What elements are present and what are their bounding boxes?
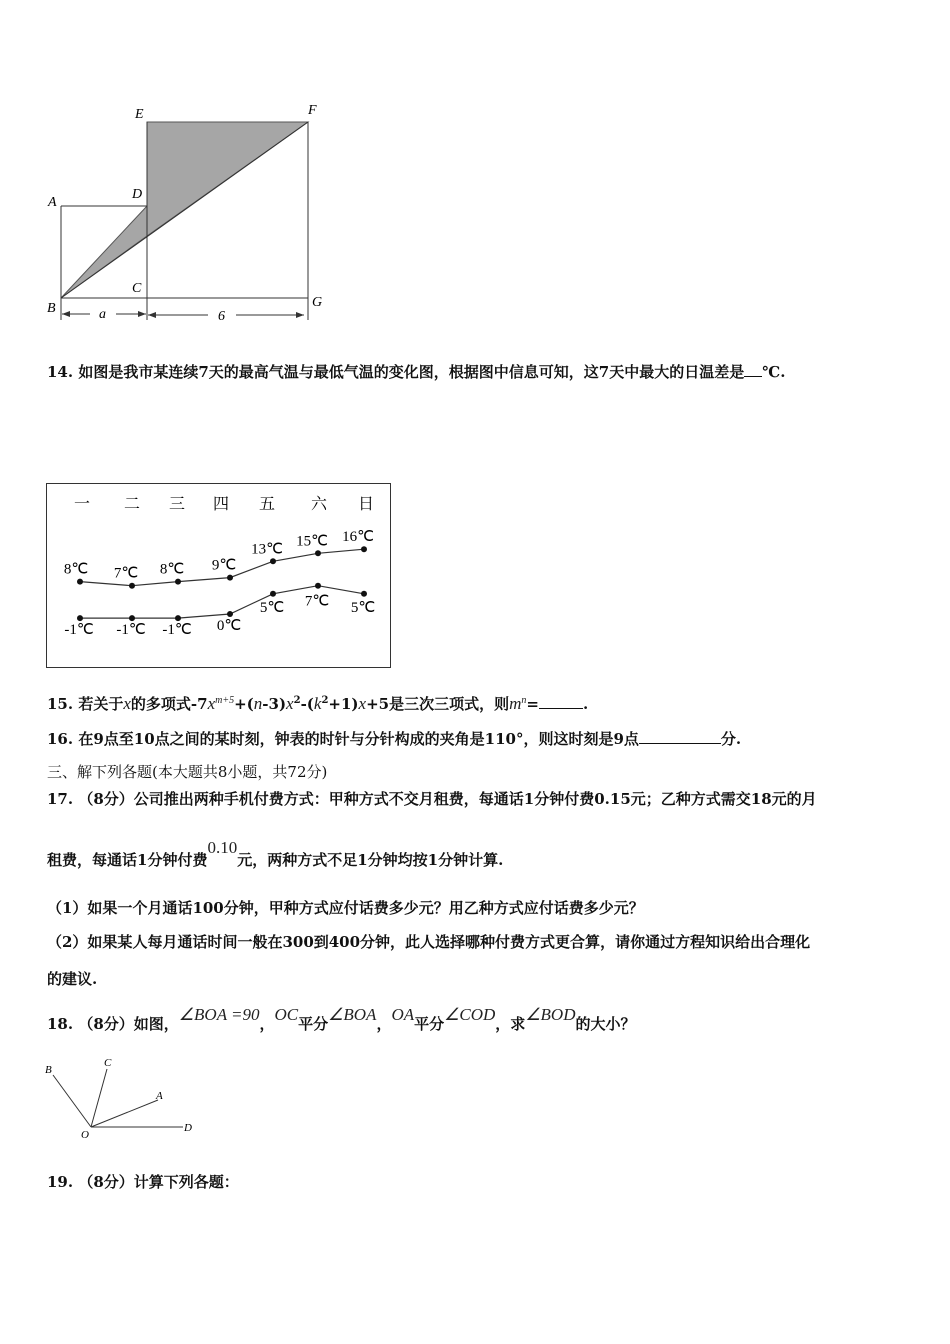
q18-bisects-2: 平分: [414, 1015, 445, 1033]
question-17-line1: [47, 788, 817, 809]
q17-line2a: 租费，每通话1分钟付费: [47, 851, 208, 869]
q14-text: 如图是我市某连续7天的最高气温与最低气温的变化图，根据图中信息可知，这7天中最大的日温差是: [78, 363, 745, 381]
day-label: 三: [168, 496, 186, 513]
q17-number: 17.: [47, 790, 74, 808]
q17-sub2: （2）如果某人每月通话时间一般在300到400分钟，此人选择哪种付费方式更合算，请你通过方程知识给出合理化: [47, 933, 811, 951]
square-figure: [40, 98, 340, 328]
high-temp-label: 13℃: [251, 541, 283, 558]
q18-angle-boa: ∠BOA: [328, 1005, 377, 1024]
high-temp-label: 8℃: [159, 561, 185, 578]
dim-6: 6: [218, 309, 225, 324]
q15-text-3: +(: [234, 695, 254, 713]
q15-var-n: n: [253, 694, 263, 713]
q15-text-7: +5是三次三项式，则: [366, 695, 510, 713]
q18-tail: 的大小？: [575, 1015, 636, 1033]
q15-sup-n: n: [521, 695, 527, 706]
dim-a: a: [99, 307, 106, 322]
low-temp-label: 0℃: [216, 618, 242, 634]
low-temp-point: [361, 591, 367, 597]
question-17-line2: [47, 838, 504, 870]
high-temp-label: 15℃: [296, 533, 328, 550]
q15-equals: =: [526, 695, 539, 713]
q18-angle-bod: ∠BOD: [525, 1005, 576, 1024]
high-temp-point: [227, 575, 233, 581]
low-temp-point: [77, 615, 83, 621]
low-temp-label: -1℃: [64, 622, 94, 639]
q14-number: 14.: [47, 363, 74, 381]
q15-square-2: 2: [321, 695, 329, 706]
q18-comma-1: ，: [259, 1015, 275, 1033]
q17-line1: （8分）公司推出两种手机付费方式：甲种方式不交月租费，每通话1分钟付费0.15元；乙种方式需交18元的月: [78, 790, 817, 808]
high-temp-point: [175, 579, 181, 585]
q15-var-x-4: x: [358, 694, 367, 713]
high-temp-point: [77, 579, 83, 585]
q18-intro: （8分）如图，: [78, 1015, 179, 1033]
high-temp-label: 16℃: [342, 529, 374, 546]
day-label: 四: [212, 496, 230, 513]
day-label: 日: [357, 496, 375, 513]
label-E: E: [135, 107, 144, 122]
q17-price: 0.10: [207, 838, 238, 857]
section-3-title: 三、解下列各题(本大题共8小题，共72分): [47, 763, 328, 781]
day-label: 一: [73, 496, 91, 513]
low-temp-point: [227, 611, 233, 617]
q17-line2b: 元，两种方式不足1分钟均按1分钟计算.: [237, 851, 504, 869]
question-18: [47, 1005, 636, 1034]
q18-angle-cod: ∠COD: [444, 1005, 496, 1024]
q15-text-6: +1): [328, 695, 359, 713]
q15-text-2: 的多项式-7: [130, 695, 208, 713]
q18-angle-boa-90: ∠BOA =90: [178, 1005, 260, 1024]
low-temp-point: [129, 615, 135, 621]
day-label: 二: [123, 496, 141, 513]
q15-exponent: m+5: [215, 695, 235, 706]
q15-end: .: [582, 695, 589, 713]
q17-sub2b: 的建议.: [47, 970, 98, 988]
q15-var-x: x: [123, 694, 131, 713]
day-label: 六: [310, 496, 328, 513]
q16-end: 分.: [720, 730, 742, 748]
low-temp-label: 7℃: [304, 593, 330, 610]
label-B: B: [47, 301, 56, 316]
q14-unit: ℃.: [762, 363, 786, 381]
label-A: A: [48, 195, 57, 210]
label-G: G: [312, 295, 323, 310]
q18-number: 18.: [47, 1015, 74, 1033]
q15-text-1: 若关于: [78, 695, 124, 713]
label-C: C: [132, 281, 142, 296]
low-temp-label: 5℃: [350, 599, 376, 616]
low-temp-label: -1℃: [116, 622, 146, 639]
low-temp-label: 5℃: [259, 599, 285, 616]
q19-text: （8分）计算下列各题：: [78, 1173, 239, 1191]
q15-var-k: k: [313, 694, 322, 713]
low-temp-point: [175, 615, 181, 621]
q15-text-5: -(: [300, 695, 314, 713]
label-D: D: [132, 187, 143, 202]
low-temp-label: -1℃: [162, 622, 192, 639]
q15-square: 2: [293, 695, 301, 706]
label-F: F: [308, 103, 317, 118]
q18-bisects-1: 平分: [298, 1015, 329, 1033]
q18-comma-2: ，: [376, 1015, 392, 1033]
low-temp-point: [315, 583, 321, 589]
question-15: [47, 693, 588, 714]
angle-figure: [40, 1055, 210, 1145]
q15-var-m: m: [509, 694, 522, 713]
question-19: [47, 1171, 239, 1192]
fig18-label-A: A: [156, 1090, 163, 1102]
question-16: [47, 728, 741, 749]
q18-find: ，求: [495, 1015, 526, 1033]
high-temp-label: 9℃: [211, 557, 237, 574]
q15-var-x-3: x: [286, 694, 294, 713]
q18-oa: OA: [391, 1005, 415, 1024]
q17-sub1: （1）如果一个月通话100分钟，甲种方式应付话费多少元？用乙种方式应付话费多少元？: [47, 899, 644, 917]
q19-number: 19.: [47, 1173, 74, 1191]
q15-text-4: -3): [262, 695, 287, 713]
high-temp-label: 8℃: [63, 561, 89, 578]
q16-number: 16.: [47, 730, 74, 748]
low-temp-point: [270, 591, 276, 597]
temperature-chart: [46, 483, 392, 669]
q15-number: 15.: [47, 695, 74, 713]
q15-var-x-2: x: [207, 694, 216, 713]
fig18-label-D: D: [184, 1122, 192, 1134]
q16-text: 在9点至10点之间的某时刻，钟表的时针与分针构成的夹角是110°，则这时刻是9点: [78, 730, 639, 748]
day-label: 五: [258, 496, 276, 513]
fig18-label-C: C: [104, 1057, 112, 1069]
high-temp-point: [315, 550, 321, 556]
high-temp-label: 7℃: [113, 565, 139, 582]
high-temp-point: [361, 546, 367, 552]
q18-oc: OC: [274, 1005, 299, 1024]
high-temp-point: [129, 583, 135, 589]
question-14: [47, 361, 785, 382]
high-temp-point: [270, 558, 276, 564]
fig18-label-B: B: [45, 1064, 52, 1076]
fig18-label-O: O: [81, 1129, 89, 1141]
